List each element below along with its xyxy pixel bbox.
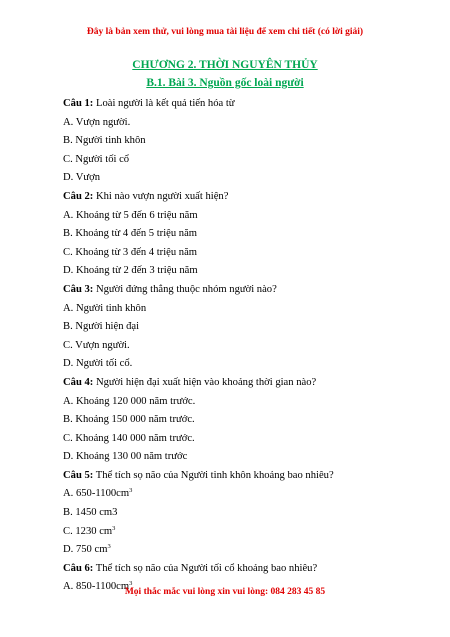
question-4 — [63, 374, 423, 393]
question-text: Thể tích sọ não của Người tối cổ khoảng bao nhiêu? — [95, 562, 318, 574]
answer-option: D. Người tối cổ. — [63, 358, 133, 370]
superscript: 3 — [129, 580, 133, 588]
answer-option: C. 1230 $cm^3$ — [63, 524, 116, 537]
question-3 — [63, 281, 423, 300]
answer-option: D. Vượn — [63, 172, 101, 184]
answer-option: B. Người hiện đại — [63, 321, 140, 333]
superscript: 3 — [129, 487, 133, 495]
preview-notice: Đây là bản xem thử, vui lòng mua tài liệu để xem chi tiết (có lời giải) — [86, 27, 364, 37]
answer-option: A. $850-1100cm^3$ — [63, 580, 133, 593]
answer-option: D. Khoảng 130 00 năm trước — [63, 451, 188, 463]
answer-option: A. Người tinh khôn — [63, 302, 147, 314]
question-5 — [63, 467, 423, 486]
answer-option: B. Người tinh khôn — [63, 135, 146, 147]
question-text: Khi nào vượn người xuất hiện? — [95, 190, 229, 202]
answer-option: D. Khoảng từ 2 đến 3 triệu năm — [63, 265, 198, 277]
question-label: Câu 2: — [63, 190, 94, 202]
question-2 — [63, 188, 423, 207]
answer-option: C. Khoảng từ 3 đến 4 triệu năm — [63, 246, 198, 258]
answer-option: B. Khoảng 150 000 năm trước. — [63, 414, 195, 426]
question-text: Thể tích sọ não của Người tinh khôn khoảng bao nhiêu? — [95, 469, 334, 481]
answer-option: A. Vượn người. — [63, 116, 131, 128]
question-label: Câu 6: — [63, 562, 94, 574]
question-text: Người đứng thẳng thuộc nhóm người nào? — [95, 283, 277, 295]
lesson-title: B.1. Bài 3. Nguồn gốc loài người — [146, 77, 304, 89]
answer-option: A. Khoảng từ 5 đến 6 triệu năm — [63, 209, 198, 221]
superscript: 3 — [107, 543, 111, 551]
answer-option: B. Khoảng từ 4 đến 5 triệu năm — [63, 228, 198, 240]
question-label: Câu 4: — [63, 376, 94, 388]
answer-option: C. Khoảng 140 000 năm trước. — [63, 432, 195, 444]
answer-option: A. $650-1100cm^3$ — [63, 487, 133, 500]
answer-option: D. 750 $cm^3$ — [63, 543, 111, 556]
question-6 — [63, 560, 423, 579]
question-label: Câu 5: — [63, 469, 94, 481]
answer-option: A. Khoảng 120 000 năm trước. — [63, 395, 196, 407]
contact-notice: Mọi thắc mắc vui lòng xin vui lòng: 084 283 45 85 — [124, 587, 326, 597]
answer-option: C. Người tối cổ — [63, 153, 130, 165]
answer-option: C. Vượn người. — [63, 339, 130, 351]
chapter-title: CHƯƠNG 2. THỜI NGUYÊN THỦY — [132, 59, 318, 71]
question-text: Loài người là kết quả tiến hóa từ — [95, 98, 235, 109]
question-1 — [63, 95, 423, 114]
question-text: Người hiện đại xuất hiện vào khoảng thời gian nào? — [95, 376, 317, 388]
question-list — [63, 95, 423, 597]
question-label: Câu 3: — [63, 283, 94, 295]
question-label: Câu 1: — [63, 98, 94, 109]
answer-option: B. 1450 cm3 — [63, 507, 118, 519]
superscript: 3 — [112, 524, 116, 532]
